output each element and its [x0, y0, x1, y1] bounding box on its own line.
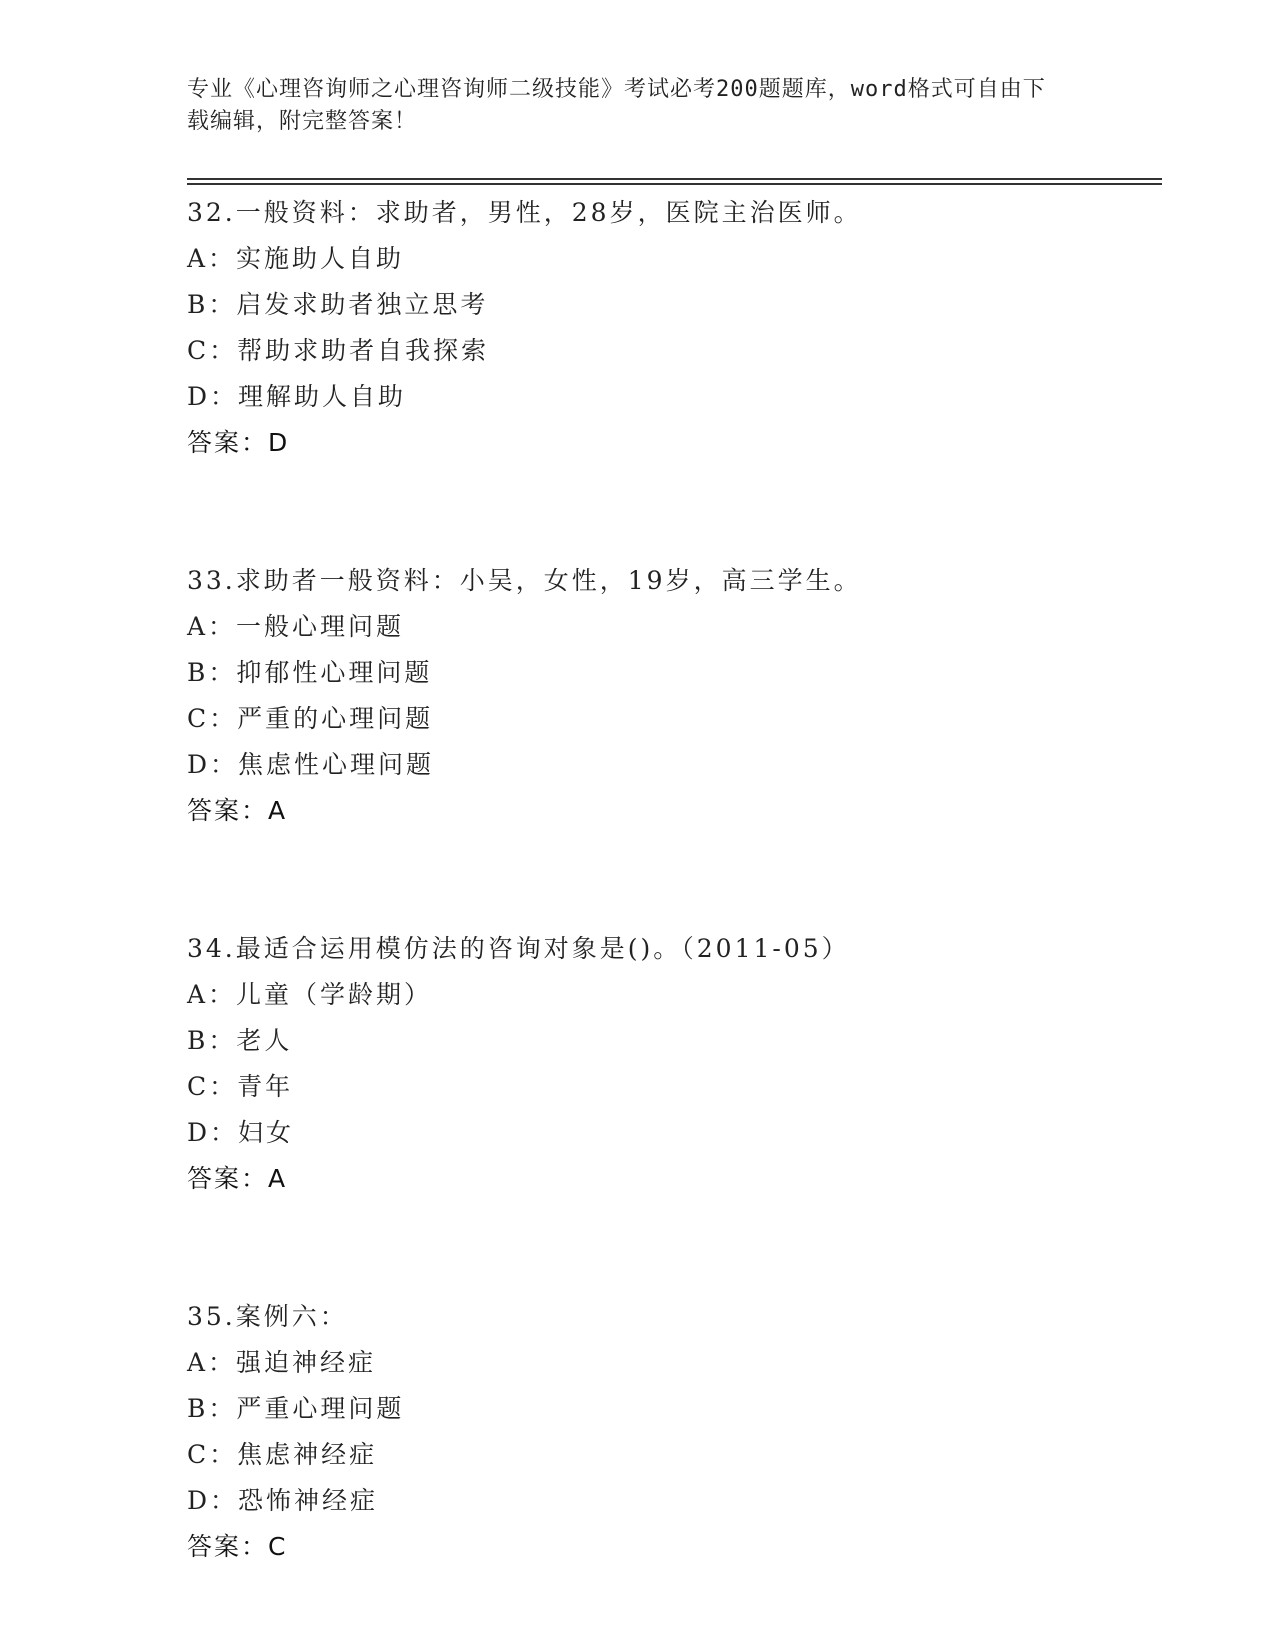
question-spacer — [187, 466, 1162, 558]
option-a: A：一般心理问题 — [187, 612, 405, 641]
option-b: B：严重心理问题 — [187, 1394, 405, 1423]
question-stem: 34.最适合运用模仿法的咨询对象是()。（2011-05） — [187, 934, 850, 963]
option-c: C：严重的心理问题 — [187, 704, 434, 733]
option-d: D：焦虑性心理问题 — [187, 750, 435, 779]
answer-key: 答案：D — [187, 428, 290, 457]
option-a: A：儿童（学龄期） — [187, 980, 433, 1009]
question-34 — [187, 926, 1162, 1202]
question-spacer — [187, 1202, 1162, 1294]
option-b: B：抑郁性心理问题 — [187, 658, 433, 687]
option-d: D：恐怖神经症 — [187, 1486, 379, 1515]
question-stem: 33.求助者一般资料：小吴，女性，19岁，高三学生。 — [187, 566, 862, 595]
option-c: C：帮助求助者自我探索 — [187, 336, 490, 365]
option-c: C：青年 — [187, 1072, 294, 1101]
answer-key: 答案：A — [187, 1164, 288, 1193]
option-b: B：启发求助者独立思考 — [187, 290, 489, 319]
option-b: B：老人 — [187, 1026, 293, 1055]
header-divider-bottom — [187, 183, 1162, 185]
question-stem: 35.案例六： — [187, 1302, 348, 1331]
option-c: C：焦虑神经症 — [187, 1440, 378, 1469]
option-a: A：实施助人自助 — [187, 244, 405, 273]
question-33 — [187, 558, 1162, 834]
option-d: D：妇女 — [187, 1118, 295, 1147]
option-a: A：强迫神经症 — [187, 1348, 377, 1377]
question-spacer — [187, 834, 1162, 926]
question-list — [187, 190, 1162, 1570]
header-divider-top — [187, 178, 1162, 180]
question-32 — [187, 190, 1162, 466]
question-35 — [187, 1294, 1162, 1570]
question-stem: 32.一般资料：求助者，男性，28岁，医院主治医师。 — [187, 198, 862, 227]
option-d: D：理解助人自助 — [187, 382, 407, 411]
document-intro: 专业《心理咨询师之心理咨询师二级技能》考试必考200题题库，word格式可自由下载编辑，附完整答案！ — [187, 77, 1046, 134]
answer-key: 答案：C — [187, 1532, 288, 1561]
answer-key: 答案：A — [187, 796, 288, 825]
